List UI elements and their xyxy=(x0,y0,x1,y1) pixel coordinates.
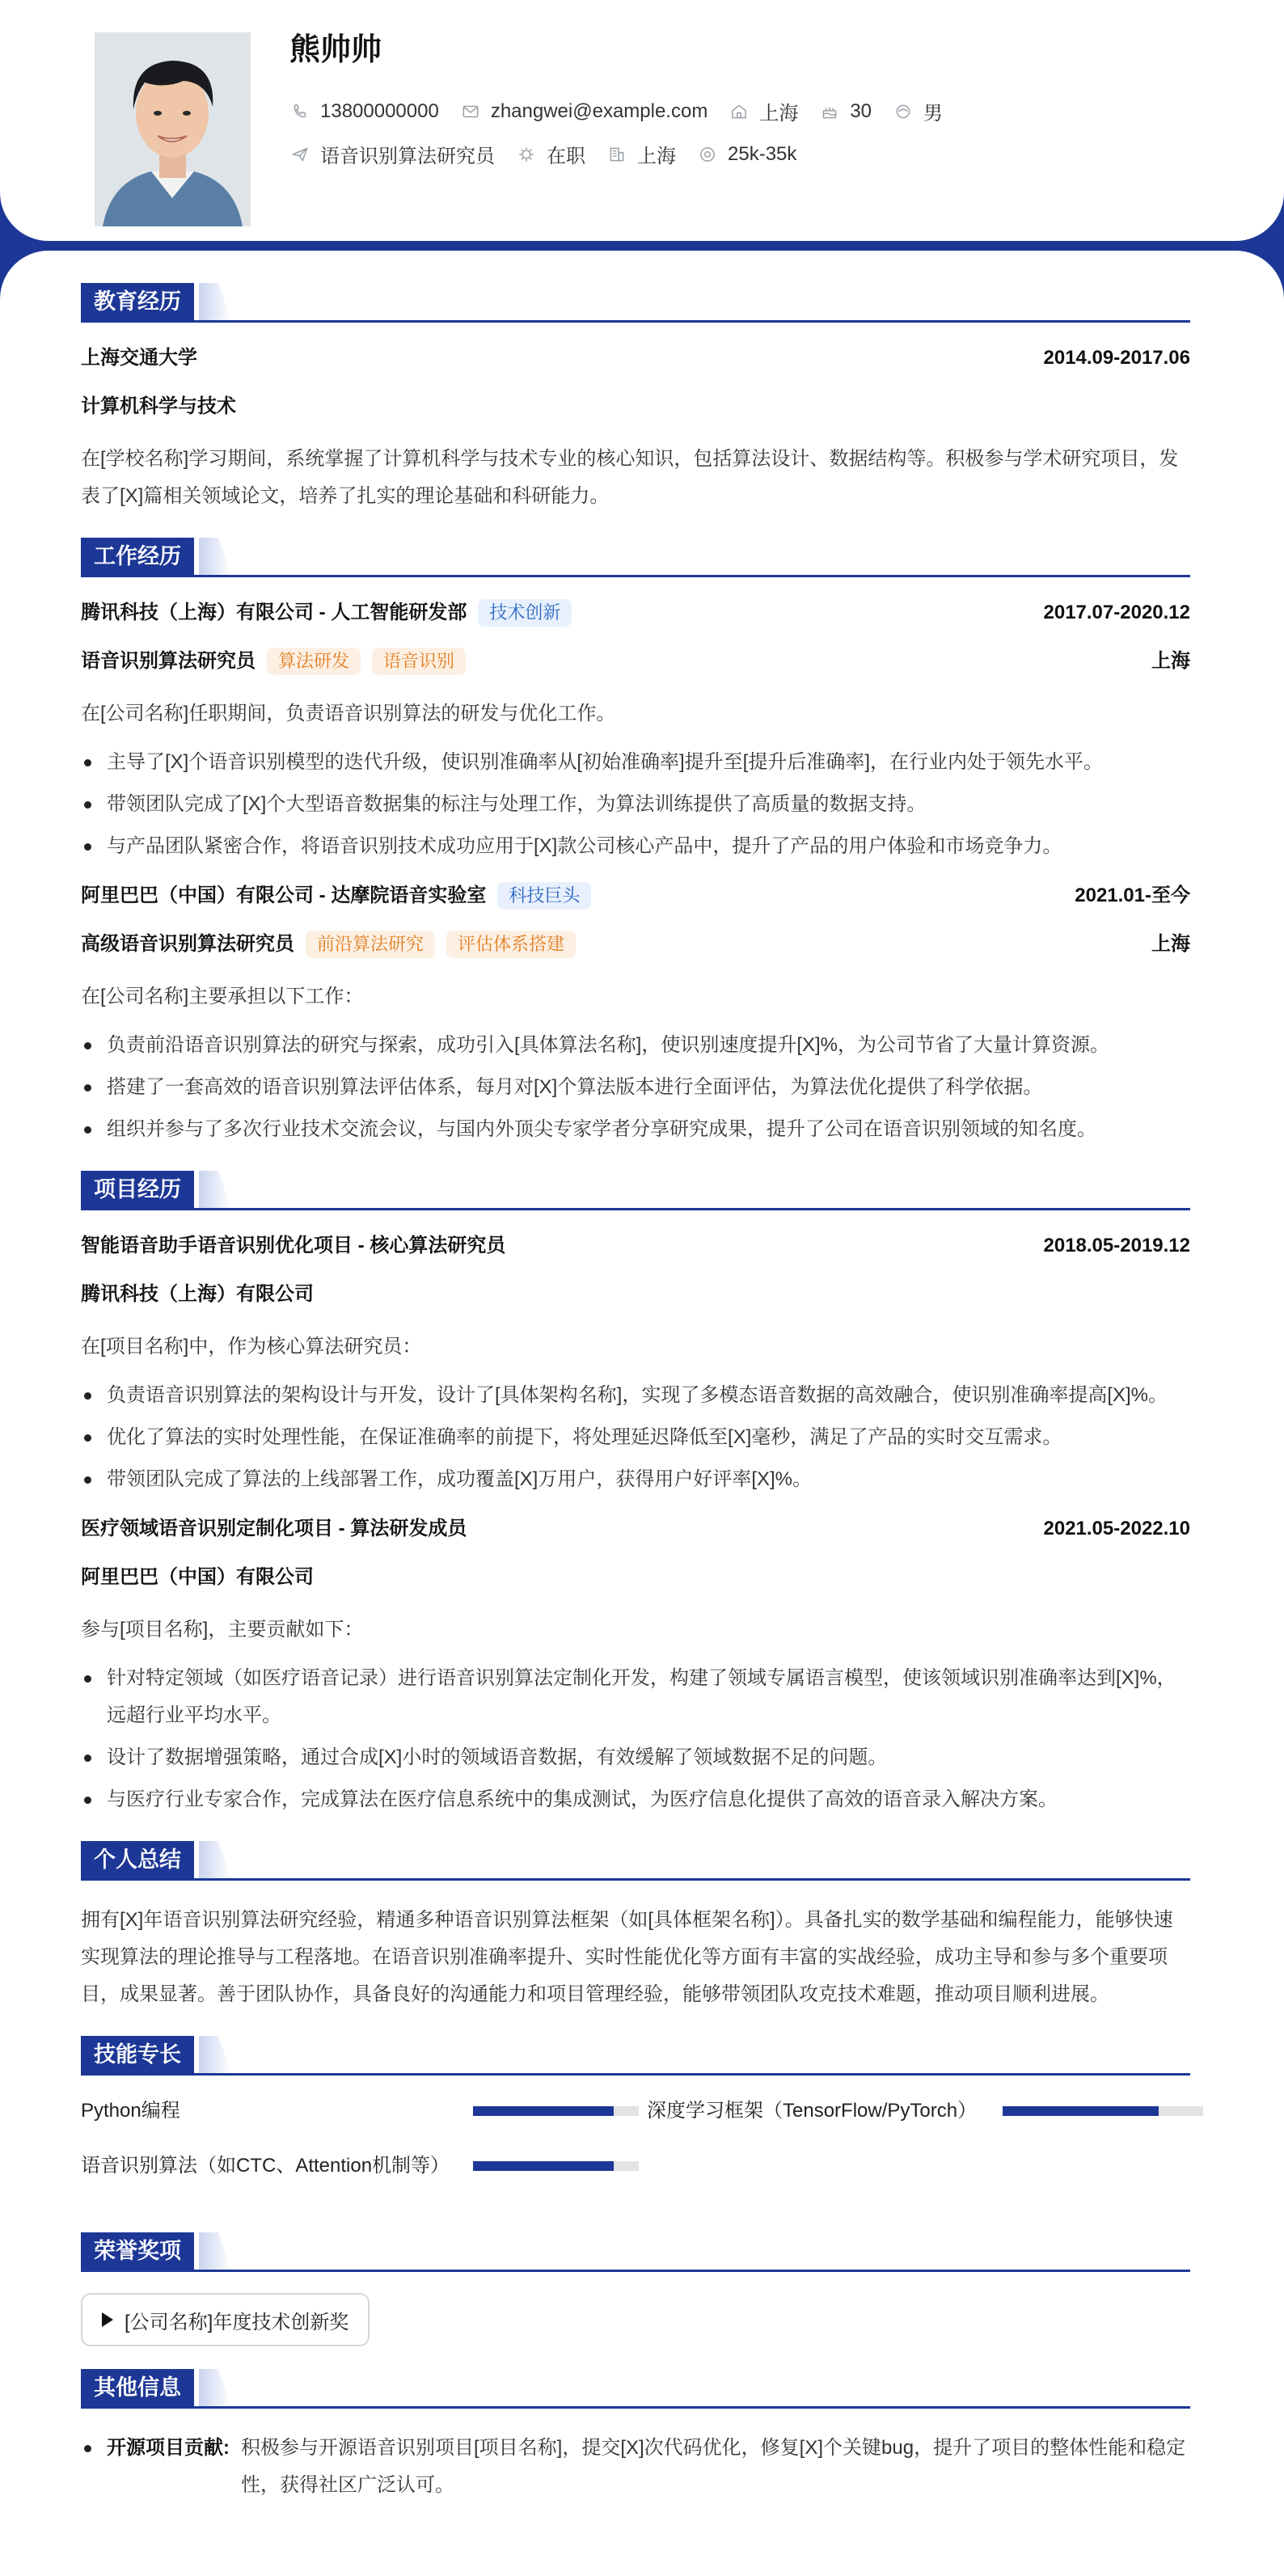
list-item: 与产品团队紧密合作，将语音识别技术成功应用于[X]款公司核心产品中，提升了产品的用户体验和市场竞争力。 xyxy=(81,828,1190,865)
work-entry xyxy=(81,598,1190,865)
list-item: 组织并参与了多次行业技术交流会议，与国内外顶尖专家学者分享研究成果，提升了公司在语音识别领域的知名度。 xyxy=(81,1111,1190,1148)
phone-icon xyxy=(289,101,310,122)
home-icon xyxy=(729,101,750,122)
work-role-line xyxy=(81,930,1190,959)
section-title: 其他信息 xyxy=(81,2369,194,2406)
role-tag: 语音识别 xyxy=(372,648,466,675)
skill-bar-fill xyxy=(473,2161,614,2171)
list-item: 主导了[X]个语音识别模型的迭代升级，使识别准确率从[初始准确率]提升至[提升后准确率]，在行业内处于领先水平。 xyxy=(81,744,1190,781)
role-tag: 算法研发 xyxy=(267,648,361,675)
role-tag: 前沿算法研究 xyxy=(306,931,435,958)
status-item xyxy=(516,140,585,168)
major-name: 计算机科学与技术 xyxy=(81,395,236,417)
project-bullets xyxy=(81,1377,1190,1498)
other-section xyxy=(81,2369,1190,2504)
education-section xyxy=(81,283,1190,515)
project-date: 2018.05-2019.12 xyxy=(1043,1235,1190,1256)
role-label: 高级语音识别算法研究员 xyxy=(81,933,294,955)
work-intro: 在[公司名称]任职期间，负责语音识别算法的研发与优化工作。 xyxy=(81,703,616,724)
company-label: 腾讯科技（上海）有限公司 - 人工智能研发部 xyxy=(81,602,467,623)
work-entry xyxy=(81,881,1190,1148)
list-item: 带领团队完成了[X]个大型语音数据集的标注与处理工作，为算法训练提供了高质量的数据支持。 xyxy=(81,786,1190,823)
age-icon xyxy=(819,101,840,122)
section-title: 工作经历 xyxy=(81,538,194,575)
section-header xyxy=(81,2036,1190,2076)
role-name xyxy=(81,647,466,676)
summary-section xyxy=(81,1841,1190,2013)
project-company-line xyxy=(81,1563,1190,1592)
award-chip[interactable] xyxy=(81,2293,370,2346)
building-icon xyxy=(606,144,627,165)
work-city: 上海 xyxy=(1151,650,1190,672)
avatar-illustration xyxy=(95,32,251,226)
section-title-tail xyxy=(199,1841,231,1878)
section-title-tail xyxy=(199,538,231,575)
project-bullets xyxy=(81,1660,1190,1818)
skill-name: Python编程 xyxy=(81,2100,180,2122)
status-icon xyxy=(516,144,537,165)
contact-row xyxy=(289,97,964,125)
work-intro: 在[公司名称]主要承担以下工作： xyxy=(81,986,364,1007)
other-label: 开源项目贡献: xyxy=(107,2437,230,2459)
age-item xyxy=(819,100,872,123)
email-item xyxy=(460,100,708,123)
section-title-tail xyxy=(199,2369,231,2406)
role-name xyxy=(81,930,576,959)
work-bullets xyxy=(81,1027,1190,1148)
work-company-line xyxy=(81,598,1190,627)
list-item: 搭建了一套高效的语音识别算法评估体系，每月对[X]个算法版本进行全面评估，为算法优化提供了科学依据。 xyxy=(81,1069,1190,1106)
section-title-tail xyxy=(199,1171,231,1208)
company-tag: 技术创新 xyxy=(478,599,572,627)
work-date: 2021.01-至今 xyxy=(1075,885,1190,906)
avatar-photo xyxy=(95,32,251,226)
mail-icon xyxy=(460,101,481,122)
project-entry xyxy=(81,1231,1190,1498)
phone-value: 13800000000 xyxy=(320,99,439,122)
section-header xyxy=(81,283,1190,323)
section-header xyxy=(81,1171,1190,1210)
send-icon xyxy=(289,144,310,165)
phone-item xyxy=(289,100,439,123)
skill-bar xyxy=(473,2106,639,2116)
candidate-name: 熊帅帅 xyxy=(289,33,382,67)
section-header xyxy=(81,2232,1190,2272)
award-label: [公司名称]年度技术创新奖 xyxy=(125,2311,349,2333)
project-company: 腾讯科技（上海）有限公司 xyxy=(81,1283,314,1305)
list-item: 设计了数据增强策略，通过合成[X]小时的领域语音数据，有效缓解了领域数据不足的问题。 xyxy=(81,1739,1190,1776)
project-intro: 在[项目名称]中，作为核心算法研究员： xyxy=(81,1336,422,1358)
gender-value: 男 xyxy=(923,103,944,125)
company-tag: 科技巨头 xyxy=(497,882,591,910)
job-row xyxy=(289,140,817,168)
project-company: 阿里巴巴（中国）有限公司 xyxy=(81,1566,314,1588)
job-title-value: 语音识别算法研究员 xyxy=(320,146,495,167)
school-name: 上海交通大学 xyxy=(81,347,197,369)
major-line xyxy=(81,392,1190,421)
section-header xyxy=(81,2369,1190,2409)
section-title: 个人总结 xyxy=(81,1841,194,1878)
awards-section xyxy=(81,2232,1190,2346)
work-date: 2017.07-2020.12 xyxy=(1043,602,1190,623)
list-item: 与医疗行业专家合作，完成算法在医疗信息系统中的集成测试，为医疗信息化提供了高效的语音录入解决方案。 xyxy=(81,1781,1190,1818)
list-item: 负责语音识别算法的架构设计与开发，设计了[具体架构名称]，实现了多模态语音数据的高效融合，使识别准确率提高[X]%。 xyxy=(81,1377,1190,1414)
skill-name: 语音识别算法（如CTC、Attention机制等） xyxy=(81,2155,450,2177)
gender-item xyxy=(893,97,943,125)
section-title-tail xyxy=(199,2036,231,2073)
section-header xyxy=(81,1841,1190,1881)
skill-bar xyxy=(1003,2106,1203,2116)
section-title: 技能专长 xyxy=(81,2036,194,2073)
project-title-line xyxy=(81,1514,1190,1543)
target-city-item xyxy=(606,140,676,168)
skill-bar xyxy=(473,2161,639,2171)
role-tag: 评估体系搭建 xyxy=(446,931,576,958)
list-item: 优化了算法的实时处理性能，在保证准确率的前提下，将处理延迟降低至[X]毫秒，满足了产品的实时交互需求。 xyxy=(81,1419,1190,1456)
education-header xyxy=(81,344,1190,373)
gender-icon xyxy=(893,101,914,122)
other-item xyxy=(81,2430,1190,2504)
company-name xyxy=(81,598,572,627)
location-value: 上海 xyxy=(759,103,799,125)
education-date: 2014.09-2017.06 xyxy=(1043,347,1190,369)
resume-header xyxy=(0,0,1284,241)
company-name xyxy=(81,881,591,910)
role-label: 语音识别算法研究员 xyxy=(81,650,256,672)
project-date: 2021.05-2022.10 xyxy=(1043,1518,1190,1539)
company-label: 阿里巴巴（中国）有限公司 - 达摩院语音实验室 xyxy=(81,885,487,906)
target-city-value: 上海 xyxy=(637,146,676,167)
project-company-line xyxy=(81,1280,1190,1309)
projects-section xyxy=(81,1171,1190,1818)
project-title: 医疗领域语音识别定制化项目 - 算法研发成员 xyxy=(81,1518,467,1539)
skill-bar-fill xyxy=(473,2106,614,2116)
email-value: zhangwei@example.com xyxy=(490,99,708,122)
education-description: 在[学校名称]学习期间，系统掌握了计算机科学与技术专业的核心知识，包括算法设计、数据结构等。积极参与学术研究项目，发表了[X]篇相关领域论文，培养了扎实的理论基础和科研能力。 xyxy=(81,448,1179,507)
job-title-item xyxy=(289,140,495,168)
play-triangle-icon xyxy=(102,2312,113,2327)
work-section xyxy=(81,538,1190,1148)
age-value: 30 xyxy=(850,99,872,122)
section-title: 荣誉奖项 xyxy=(81,2232,194,2270)
summary-text: 拥有[X]年语音识别算法研究经验，精通多种语音识别算法框架（如[具体框架名称]）。具备扎实的数学基础和编程能力，能够快速实现算法的理论推导与工程落地。在语音识别准确率提升、实时性能优化等方面有丰富的实战经验，成功主导和参与多个重要项目，成果显著。善于团队协作，具备良好的沟通能力和项目管理经验，能够带领团队攻克技术难题，推动项目顺利进展。 xyxy=(81,1909,1173,2005)
salary-icon xyxy=(697,144,718,165)
skills-section xyxy=(81,2036,1190,2210)
section-title-tail xyxy=(199,283,231,320)
list-item: 针对特定领域（如医疗语音记录）进行语音识别算法定制化开发，构建了领域专属语言模型，使该领域识别准确率达到[X]%，远超行业平均水平。 xyxy=(81,1660,1190,1734)
other-text: 积极参与开源语音识别项目[项目名称]，提交[X]次代码优化，修复[X]个关键bug，提升了项目的整体性能和稳定性，获得社区广泛认可。 xyxy=(241,2437,1186,2496)
project-title: 智能语音助手语音识别优化项目 - 核心算法研究员 xyxy=(81,1235,506,1256)
salary-value: 25k-35k xyxy=(728,142,797,165)
work-role-line xyxy=(81,647,1190,676)
project-intro: 参与[项目名称]，主要贡献如下： xyxy=(81,1619,364,1641)
section-title-tail xyxy=(199,2232,231,2270)
work-company-line xyxy=(81,881,1190,910)
section-title: 教育经历 xyxy=(81,283,194,320)
list-item: 带领团队完成了算法的上线部署工作，成功覆盖[X]万用户，获得用户好评率[X]%。 xyxy=(81,1461,1190,1498)
section-title: 项目经历 xyxy=(81,1171,194,1208)
skill-bar-fill xyxy=(1003,2106,1159,2116)
project-entry xyxy=(81,1514,1190,1818)
salary-item xyxy=(697,143,796,166)
project-title-line xyxy=(81,1231,1190,1261)
resume-body xyxy=(0,251,1284,2576)
work-bullets xyxy=(81,744,1190,865)
list-item: 负责前沿语音识别算法的研究与探索，成功引入[具体算法名称]，使识别速度提升[X]%，为公司节省了大量计算资源。 xyxy=(81,1027,1190,1064)
location-item xyxy=(729,97,798,125)
status-value: 在职 xyxy=(547,146,585,167)
work-city: 上海 xyxy=(1151,933,1190,955)
skills-grid xyxy=(81,2097,1190,2210)
section-header xyxy=(81,538,1190,577)
skill-name: 深度学习框架（TensorFlow/PyTorch） xyxy=(647,2100,978,2122)
